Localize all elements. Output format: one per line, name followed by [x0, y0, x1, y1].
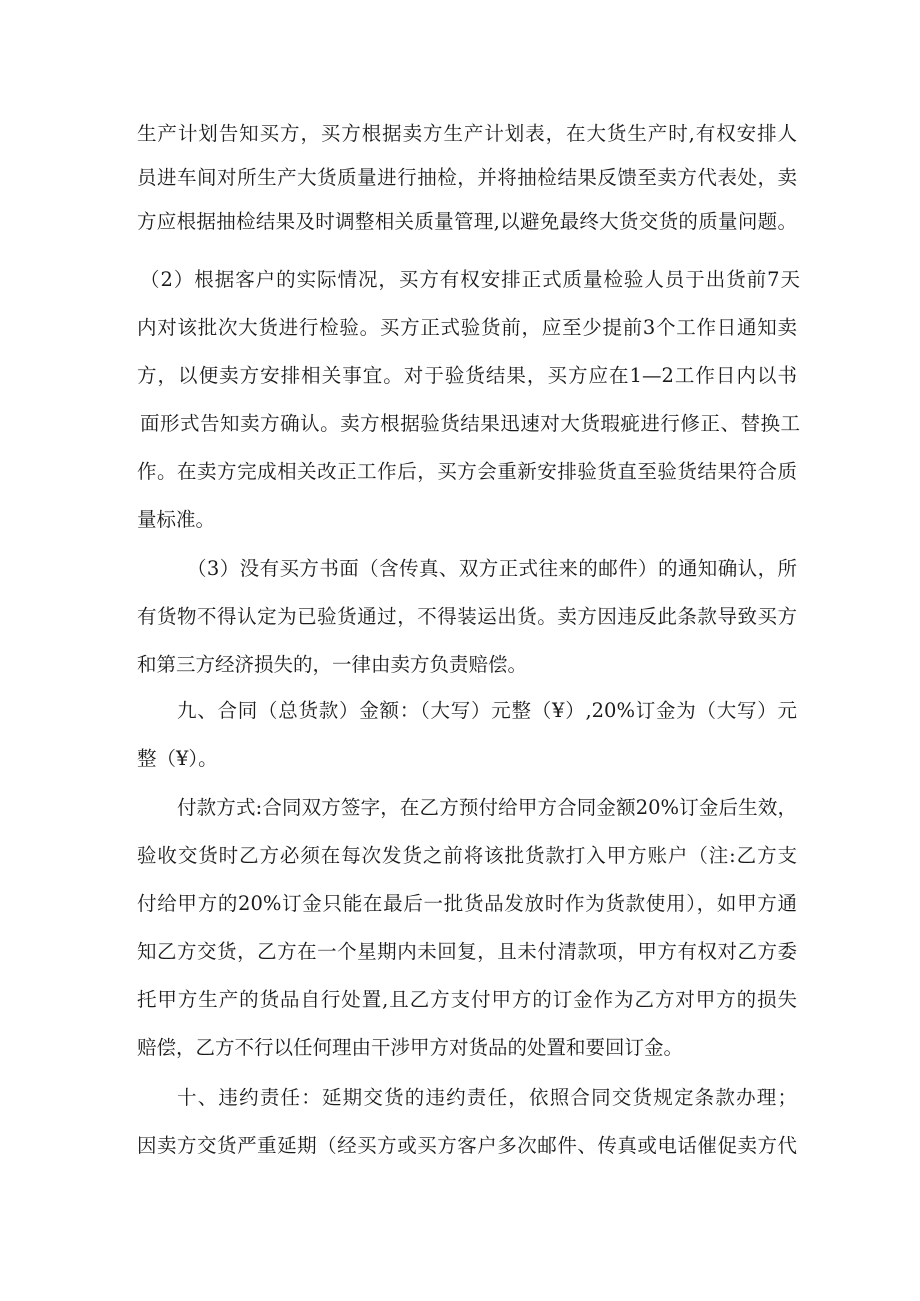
text-line-17: 付给甲方的20%订金只能在最后一批货品发放时作为货款使用），如甲方通	[137, 892, 797, 915]
text-line-6: 方，以便卖方安排相关事宜。对于验货结果，买方应在1—2工作日内以书	[137, 364, 797, 387]
text-line-22: 因卖方交货严重延期（经买方或买方客户多次邮件、传真或电话催促卖方代	[137, 1134, 797, 1157]
text-line-9: 量标准。	[137, 508, 216, 531]
text-line-12: 和第三方经济损失的，一律由卖方负责赔偿。	[137, 653, 528, 676]
text-line-21: 十、违约责任：延期交货的违约责任，依照合同交货规定条款办理；	[177, 1086, 797, 1109]
text-line-8: 作。在卖方完成相关改正工作后，买方会重新安排验货直至验货结果符合质	[137, 460, 797, 483]
text-line-3: 方应根据抽检结果及时调整相关质量管理,以避免最终大货交货的质量问题。	[137, 210, 797, 233]
text-line-7: 面形式告知卖方确认。卖方根据验货结果迅速对大货瑕疵进行修正、替换工	[140, 412, 800, 435]
text-line-16: 验收交货时乙方必须在每次发货之前将该批货款打入甲方账户（注:乙方支	[137, 844, 797, 867]
text-line-19: 托甲方生产的货品自行处置,且乙方支付甲方的订金作为乙方对甲方的损失	[137, 988, 797, 1011]
text-line-2: 员进车间对所生产大货质量进行抽检，并将抽检结果反馈至卖方代表处，卖	[137, 166, 797, 189]
text-line-13: 九、合同（总货款）金额：（大写）元整（¥）,20%订金为（大写）元	[177, 699, 797, 722]
text-line-18: 知乙方交货，乙方在一个星期内未回复，且未付清款项，甲方有权对乙方委	[137, 940, 797, 963]
text-line-4: （2）根据客户的实际情况，买方有权安排正式质量检验人员于出货前7天	[140, 268, 800, 291]
text-line-11: 有货物不得认定为已验货通过，不得装运出货。卖方因违反此条款导致买方	[137, 605, 797, 628]
text-line-20: 赔偿，乙方不行以任何理由干涉甲方对货品的处置和要回订金。	[137, 1036, 684, 1059]
text-line-14: 整（¥）。	[137, 747, 218, 770]
text-line-5: 内对该批次大货进行检验。买方正式验货前，应至少提前3个工作日通知卖	[137, 316, 797, 339]
text-line-15: 付款方式:合同双方签字，在乙方预付给甲方合同金额20%订金后生效，	[177, 796, 797, 819]
text-line-1: 生产计划告知买方，买方根据卖方生产计划表，在大货生产时,有权安排人	[137, 122, 797, 145]
text-line-10: （3）没有买方书面（含传真、双方正式往来的邮件）的通知确认，所	[187, 557, 797, 580]
